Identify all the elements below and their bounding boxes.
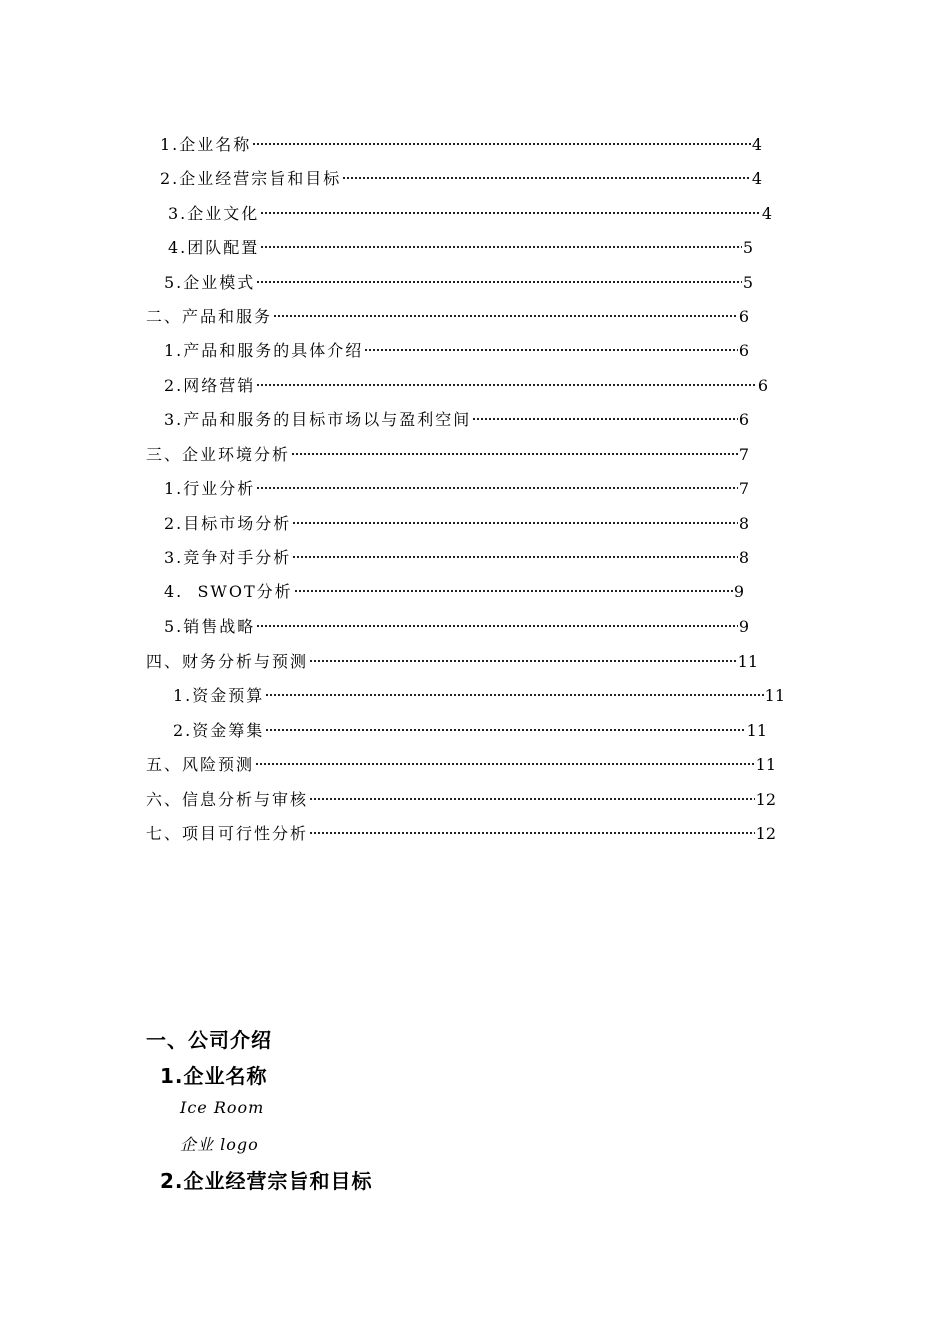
toc-entry-label: 2.目标市场分析 (164, 514, 292, 533)
toc-page-number: 8 (738, 548, 749, 567)
toc-page-number: 4 (751, 135, 762, 154)
toc-entry-label: 三、企业环境分析 (146, 445, 291, 464)
toc-entry-10[interactable] (146, 436, 749, 464)
toc-page-number: 7 (738, 445, 749, 464)
toc-leader-dots (265, 712, 745, 736)
toc-entry-20[interactable] (146, 781, 776, 809)
toc-page-number: 9 (733, 582, 744, 601)
toc-page-number: 12 (755, 790, 776, 809)
toc-entry-label: 5.销售战略 (164, 617, 256, 636)
toc-entry-2[interactable] (160, 160, 762, 188)
toc-leader-dots (309, 815, 755, 839)
toc-leader-dots (260, 195, 761, 219)
company-logo-text: 企业 logo (180, 1135, 259, 1154)
toc-entry-13[interactable] (164, 539, 749, 567)
toc-entry-1[interactable] (160, 126, 762, 154)
toc-entry-label: 1.产品和服务的具体介绍 (164, 341, 364, 360)
toc-entry-5[interactable] (164, 264, 753, 292)
toc-leader-dots (292, 505, 738, 529)
toc-entry-label: 四、财务分析与预测 (146, 652, 309, 671)
toc-page-number: 8 (738, 514, 749, 533)
toc-leader-dots (292, 539, 738, 563)
toc-leader-dots (342, 160, 751, 184)
toc-entry-17[interactable] (173, 677, 785, 705)
toc-entry-19[interactable] (146, 746, 776, 774)
toc-entry-label: 3.产品和服务的目标市场以与盈利空间 (164, 410, 472, 429)
toc-page-number: 6 (738, 341, 749, 360)
toc-entry-label: 六、信息分析与审核 (146, 790, 309, 809)
toc-page-number: 9 (738, 617, 749, 636)
toc-page-number: 5 (742, 238, 753, 257)
toc-leader-dots (309, 643, 737, 667)
toc-leader-dots (265, 677, 763, 701)
toc-entry-label: 五、风险预测 (146, 755, 255, 774)
toc-entry-label: 3.企业文化 (168, 204, 260, 223)
toc-entry-7[interactable] (164, 332, 749, 360)
toc-entry-label: 5.企业模式 (164, 273, 256, 292)
toc-entry-label: 2.资金筹集 (173, 721, 265, 740)
toc-entry-14[interactable] (164, 573, 744, 601)
toc-entry-label: 2.网络营销 (164, 376, 256, 395)
company-name-text: Ice Room (180, 1098, 265, 1117)
subheading-mission-goals: 2.企业经营宗旨和目标 (160, 1169, 373, 1193)
toc-page-number: 6 (738, 410, 749, 429)
toc-entry-6[interactable] (146, 298, 749, 326)
toc-entry-label: 1.企业名称 (160, 135, 252, 154)
toc-leader-dots (309, 781, 755, 805)
toc-entry-11[interactable] (164, 470, 749, 498)
toc-leader-dots (364, 332, 738, 356)
toc-leader-dots (472, 401, 738, 425)
toc-entry-label: 4.团队配置 (168, 238, 260, 257)
toc-entry-8[interactable] (164, 367, 768, 395)
toc-page-number: 12 (755, 824, 776, 843)
toc-entry-15[interactable] (164, 608, 749, 636)
toc-entry-label: 2.企业经营宗旨和目标 (160, 169, 342, 188)
toc-leader-dots (256, 367, 757, 391)
toc-leader-dots (252, 126, 751, 150)
toc-page-number: 4 (761, 204, 772, 223)
toc-entry-label: 七、项目可行性分析 (146, 824, 309, 843)
toc-leader-dots (256, 470, 738, 494)
toc-page-number: 11 (764, 686, 785, 705)
toc-page-number: 6 (738, 307, 749, 326)
toc-leader-dots (294, 573, 733, 597)
toc-entry-3[interactable] (168, 195, 772, 223)
toc-entry-label: 1.资金预算 (173, 686, 265, 705)
toc-entry-4[interactable] (168, 229, 753, 257)
toc-page-number: 11 (755, 755, 776, 774)
toc-entry-21[interactable] (146, 815, 776, 843)
subheading-company-name: 1.企业名称 (160, 1064, 268, 1088)
toc-page-number: 7 (738, 479, 749, 498)
toc-leader-dots (273, 298, 738, 322)
toc-entry-16[interactable] (146, 643, 758, 671)
toc-entry-label: 二、产品和服务 (146, 307, 273, 326)
toc-entry-label: 3.竞争对手分析 (164, 548, 292, 567)
toc-leader-dots (256, 264, 742, 288)
toc-entry-12[interactable] (164, 505, 749, 533)
toc-page-number: 11 (746, 721, 767, 740)
toc-page-number: 11 (737, 652, 758, 671)
toc-entry-9[interactable] (164, 401, 749, 429)
toc-leader-dots (260, 229, 742, 253)
toc-leader-dots (256, 608, 738, 632)
toc-leader-dots (291, 436, 738, 460)
toc-entry-18[interactable] (173, 712, 767, 740)
toc-page-number: 4 (751, 169, 762, 188)
toc-entry-label: 1.行业分析 (164, 479, 256, 498)
section-heading-company-intro: 一、公司介绍 (146, 1028, 272, 1052)
toc-page-number: 5 (742, 273, 753, 292)
toc-entry-label: 4. SWOT分析 (164, 582, 293, 601)
toc-page-number: 6 (757, 376, 768, 395)
toc-leader-dots (255, 746, 755, 770)
